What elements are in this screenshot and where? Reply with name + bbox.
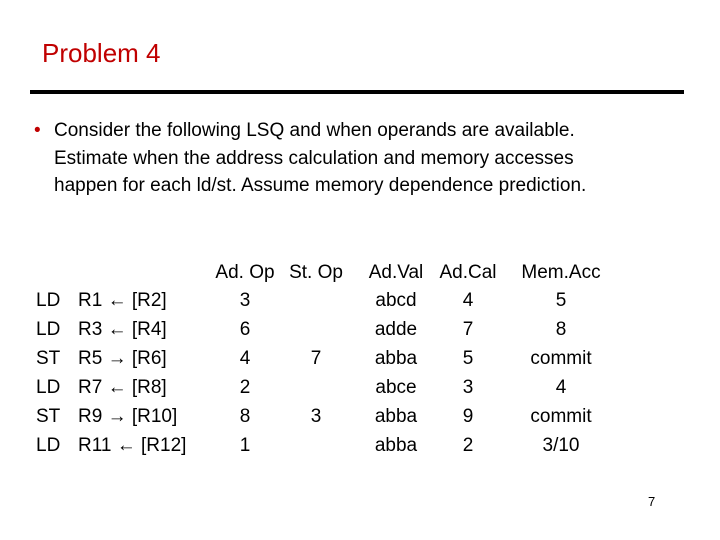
cell-ad-val: adde (374, 319, 418, 340)
row-instruction: R11 ← [R12] (78, 435, 187, 456)
column-header-ad-op: Ad. Op (215, 262, 275, 283)
cell-ad-val: abcd (375, 290, 417, 311)
row-instruction: R5 → [R6] (78, 348, 167, 369)
bullet-marker: • (34, 120, 41, 141)
row-op: LD (36, 435, 61, 456)
column-header-ad-val: Ad.Val (368, 262, 424, 283)
bullet-text: Consider the following LSQ and when operands are available. Estimate when the address calculation and memory accesses happen for each ld/st. Assume memory dependence prediction. (54, 120, 587, 196)
cell-ad-val: abba (374, 435, 418, 456)
cell-ad-op: 4 (239, 348, 251, 369)
cell-ad-cal: 2 (462, 435, 474, 456)
row-op: ST (36, 348, 61, 369)
cell-mem-acc: 5 (555, 290, 567, 311)
cell-mem-acc: 4 (555, 377, 567, 398)
cell-ad-op: 2 (239, 377, 251, 398)
cell-ad-op: 1 (239, 435, 251, 456)
cell-ad-val: abba (374, 406, 418, 427)
row-op: LD (36, 290, 61, 311)
cell-ad-val: abce (375, 377, 417, 398)
row-op: LD (36, 319, 61, 340)
cell-ad-cal: 4 (462, 290, 474, 311)
cell-mem-acc: 8 (555, 319, 567, 340)
cell-st-op: 7 (310, 348, 322, 369)
page-number: 7 (648, 494, 656, 509)
cell-mem-acc: 3/10 (542, 435, 580, 456)
column-header-mem-acc: Mem.Acc (521, 262, 601, 283)
column-header-st-op: St. Op (289, 262, 343, 283)
row-instruction: R9 → [R10] (78, 406, 178, 427)
cell-st-op: 3 (310, 406, 322, 427)
cell-ad-cal: 7 (462, 319, 474, 340)
slide-title: Problem 4 (42, 38, 161, 68)
column-header-ad-cal: Ad.Cal (439, 262, 497, 283)
row-instruction: R1 ← [R2] (78, 290, 167, 311)
cell-ad-cal: 9 (462, 406, 474, 427)
row-op: LD (36, 377, 61, 398)
cell-mem-acc: commit (530, 348, 592, 369)
cell-ad-val: abba (374, 348, 418, 369)
cell-ad-cal: 5 (462, 348, 474, 369)
row-instruction: R3 ← [R4] (78, 319, 167, 340)
row-op: ST (36, 406, 61, 427)
cell-ad-op: 3 (239, 290, 251, 311)
cell-mem-acc: commit (530, 406, 592, 427)
cell-ad-cal: 3 (462, 377, 474, 398)
row-instruction: R7 ← [R8] (78, 377, 167, 398)
cell-ad-op: 6 (239, 319, 251, 340)
cell-ad-op: 8 (239, 406, 251, 427)
